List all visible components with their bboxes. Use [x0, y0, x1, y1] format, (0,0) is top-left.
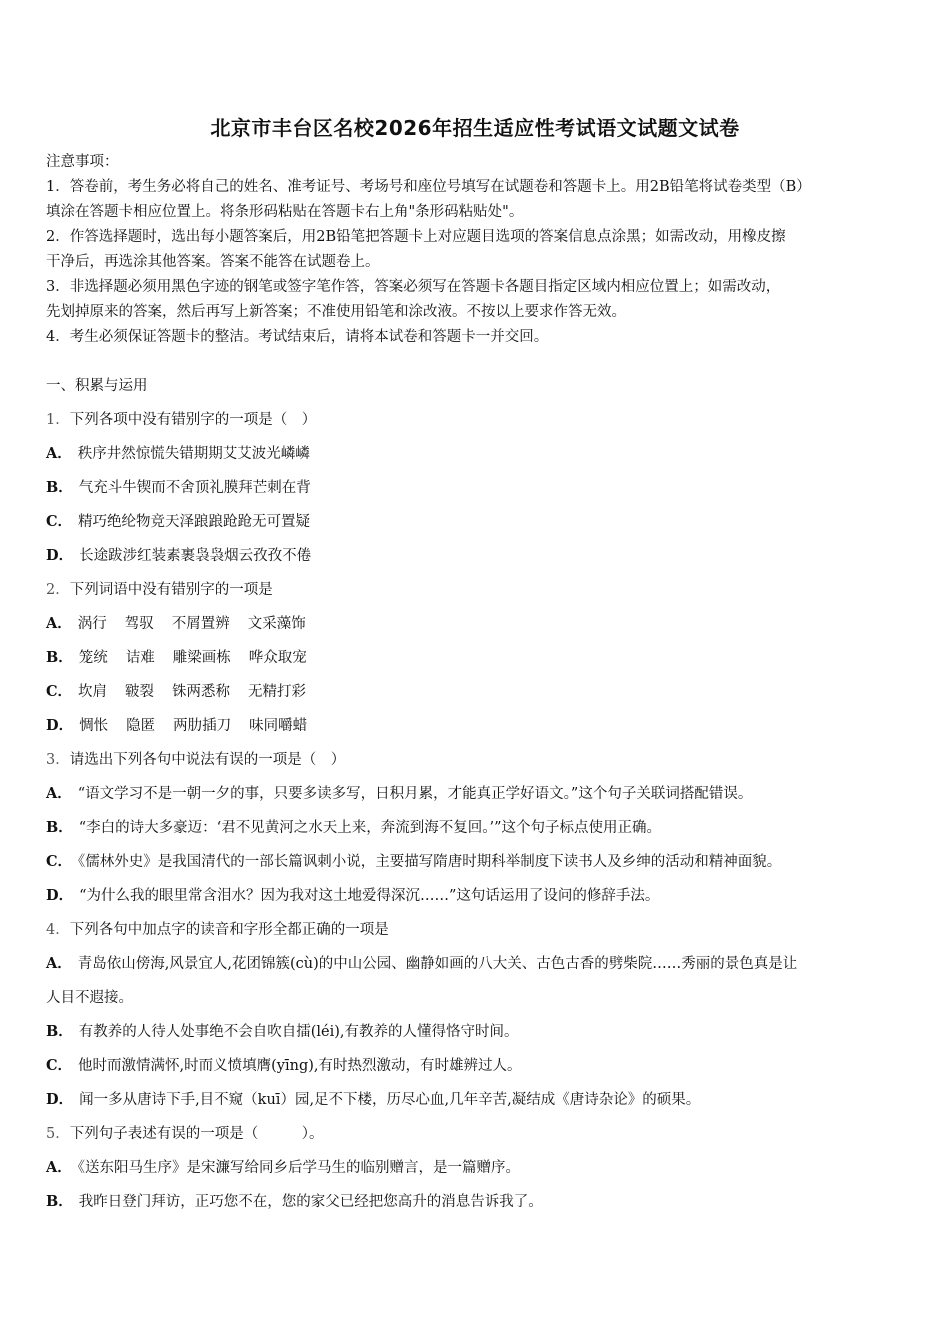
question-number: 1． — [46, 412, 70, 428]
option-text: 我昨日登门拜访，正巧您不在，您的家父已经把您高升的消息告诉我了。 — [78, 1194, 543, 1210]
option-text: “为什么我的眼里常含泪水？因为我对这土地爱得深沉……”这句话运用了设问的修辞手法。 — [79, 888, 660, 904]
question-3 — [46, 749, 908, 771]
option-c — [46, 1055, 908, 1077]
option-text: 气充斗牛锲而不舍顶礼膜拜芒刺在背 — [78, 480, 311, 496]
notice-line: 3．非选择题必须用黑色字迹的钢笔或签字笔作答，答案必须写在答题卡各题目指定区域内相应位置上；如需改动， — [46, 279, 781, 295]
option-word: 笼统 — [78, 650, 108, 666]
option-label: A． — [46, 785, 72, 802]
option-d — [46, 715, 908, 737]
option-label: C． — [46, 1057, 73, 1074]
option-word: 皲裂 — [125, 684, 155, 700]
option-label: D． — [46, 887, 74, 904]
notice-line: 干净后，再选涂其他答案。答案不能答在试题卷上。 — [46, 254, 380, 270]
option-text: 长途跋涉红装素裹袅袅烟云孜孜不倦 — [79, 548, 312, 564]
notice-line: 4．考生必须保证答题卡的整洁。考试结束后，请将本试卷和答题卡一并交回。 — [46, 329, 549, 345]
question-5 — [46, 1123, 908, 1145]
section-title: 一、积累与运用 — [46, 378, 148, 394]
question-2 — [46, 579, 908, 601]
notice-line: 1．答卷前，考生务必将自己的姓名、准考证号、考场号和座位号填写在试题卷和答题卡上。用2B铅笔将试卷类型（B） — [46, 179, 811, 195]
option-d — [46, 1089, 908, 1111]
option-word: 两肋插刀 — [173, 718, 232, 734]
option-label: B． — [46, 1193, 73, 1210]
option-text: 《儒林外史》是我国清代的一部长篇讽刺小说，主要描写隋唐时期科举制度下读书人及乡绅的活动和精神面貌。 — [78, 854, 782, 870]
option-label: D． — [46, 547, 74, 564]
notice-line: 填涂在答题卡相应位置上。将条形码粘贴在答题卡右上角"条形码粘贴处"。 — [46, 204, 524, 220]
option-word: 无精打彩 — [248, 684, 307, 700]
option-c — [46, 681, 908, 703]
option-a — [46, 1157, 908, 1179]
option-text: 精巧绝纶物竞天泽踉踉跄跄无可置疑 — [78, 514, 311, 530]
option-word: 驾驭 — [124, 616, 154, 632]
question-number: 2． — [46, 582, 70, 598]
option-a — [46, 443, 908, 465]
question-stem: 下列各项中没有错别字的一项是（ ） — [69, 412, 317, 428]
option-word: 惆怅 — [79, 718, 109, 734]
question-1 — [46, 409, 908, 431]
question-number: 4． — [46, 922, 70, 938]
option-b — [46, 647, 908, 669]
option-label: A． — [46, 1159, 72, 1176]
option-b — [46, 477, 908, 499]
notice-heading: 注意事项： — [46, 154, 119, 170]
option-word: 文采藻饰 — [247, 616, 306, 632]
option-word: 铢两悉称 — [172, 684, 231, 700]
option-label: A． — [46, 445, 72, 462]
section-accumulation — [46, 375, 908, 1213]
notice-line: 先划掉原来的答案，然后再写上新答案；不准使用铅笔和涂改液。不按以上要求作答无效。 — [46, 304, 626, 320]
notice-line: 2．作答选择题时，选出每小题答案后，用2B铅笔把答题卡上对应题目选项的答案信息点涂黑；如需改动，用橡皮擦 — [46, 229, 786, 245]
page-title: 北京市丰台区名校2026年招生适应性考试语文试题文试卷 — [210, 116, 740, 140]
question-number: 3． — [46, 752, 70, 768]
option-label: B． — [46, 649, 73, 666]
option-word: 雕梁画栋 — [172, 650, 231, 666]
option-text: 有教养的人待人处事绝不会自吹自擂(léi),有教养的人懂得恪守时间。 — [78, 1024, 519, 1040]
question-4 — [46, 919, 908, 941]
option-b — [46, 1191, 908, 1213]
option-label: C． — [46, 513, 73, 530]
option-word: 哗众取宠 — [248, 650, 307, 666]
option-word: 诘难 — [125, 650, 155, 666]
option-label: C． — [46, 683, 73, 700]
option-text: 青岛依山傍海,风景宜人,花团锦簇(cù)的中山公园、幽静如画的八大关、古色古香的劈柴院……秀丽的景色真是让 — [77, 956, 798, 972]
option-label: D． — [46, 717, 74, 734]
option-b — [46, 1021, 908, 1043]
option-word: 坎肩 — [78, 684, 108, 700]
option-text: 闻一多从唐诗下手,目不窥（kuī）园,足不下楼，历尽心血,几年辛苦,凝结成《唐诗杂论》的硕果。 — [79, 1092, 701, 1108]
option-d — [46, 545, 908, 567]
question-stem: 下列词语中没有错别字的一项是 — [69, 582, 273, 598]
option-text: 《送东阳马生序》是宋濂写给同乡后学马生的临别赠言，是一篇赠序。 — [77, 1160, 521, 1176]
option-label: B． — [46, 479, 73, 496]
question-stem: 请选出下列各句中说法有误的一项是（ ） — [69, 752, 346, 768]
option-text: 秩序井然惊慌失错期期艾艾波光嶙嶙 — [77, 446, 310, 462]
option-a — [46, 783, 908, 805]
option-text: 他时而激情满怀,时而义愤填膺(yīng),有时热烈激动，有时雄辨过人。 — [78, 1058, 522, 1074]
option-word: 味同嚼蜡 — [249, 718, 308, 734]
option-word: 不屑置辨 — [171, 616, 230, 632]
option-a-continued: 人目不遐接。 — [46, 990, 133, 1006]
option-b — [46, 817, 908, 839]
question-stem: 下列句子表述有误的一项是（ ）。 — [69, 1126, 324, 1142]
question-stem: 下列各句中加点字的读音和字形全都正确的一项是 — [69, 922, 389, 938]
option-label: A． — [46, 955, 72, 972]
option-text: “语文学习不是一朝一夕的事，只要多读多写，日积月累，才能真正学好语文。”这个句子关联词搭配错误。 — [77, 786, 753, 802]
option-word: 涡行 — [77, 616, 107, 632]
option-d — [46, 885, 908, 907]
option-c — [46, 511, 908, 533]
question-number: 5． — [46, 1126, 70, 1142]
option-text: “李白的诗大多豪迈：‘君不见黄河之水天上来，奔流到海不复回。’”这个句子标点使用正确。 — [78, 820, 662, 836]
option-label: C． — [46, 853, 73, 870]
option-label: B． — [46, 1023, 73, 1040]
option-label: A． — [46, 615, 72, 632]
option-label: D． — [46, 1091, 74, 1108]
option-a — [46, 953, 908, 975]
notice-block — [46, 150, 908, 350]
option-a — [46, 613, 908, 635]
option-word: 隐匿 — [126, 718, 156, 734]
option-label: B． — [46, 819, 73, 836]
option-c — [46, 851, 908, 873]
